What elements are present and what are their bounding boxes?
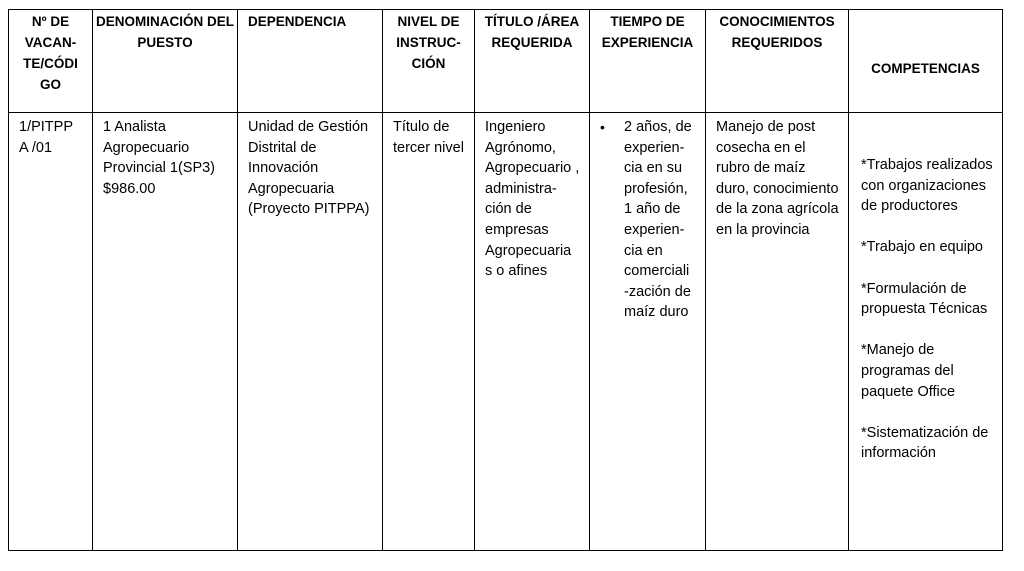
competencia-item: *Trabajo en equipo	[861, 239, 983, 256]
header-tiempo: TIEMPO DE EXPERIENCIA	[590, 10, 706, 113]
header-puesto: DENOMINACIÓN DEL PUESTO	[93, 10, 238, 113]
table-row	[9, 113, 1003, 551]
competencia-item: *Formulación de propuesta Técnicas	[861, 280, 988, 318]
cell-puesto	[93, 113, 238, 551]
tiempo-list	[600, 117, 697, 323]
header-codigo: Nº DE VACAN-TE/CÓDI GO	[9, 10, 93, 113]
cell-titulo	[475, 113, 590, 551]
tiempo-text: 2 años, de experien-cia en su profesión, 1 año de experien-cia en comerciali -zación de maíz duro	[624, 119, 692, 321]
cell-nivel	[383, 113, 475, 551]
conocimientos-text: Manejo de post cosecha en el rubro de maíz duro, conocimiento de la zona agrícola en la provincia	[716, 119, 839, 238]
nivel-text: Título de tercer nivel	[393, 119, 464, 156]
dependencia-text: Unidad de Gestión Distrital de Innovación Agropecuaria (Proyecto PITPPA)	[248, 119, 370, 218]
titulo-text: Ingeniero Agrónomo, Agropecuario , administra-ción de empresas Agropecuaria s o afines	[485, 119, 580, 280]
cell-tiempo	[590, 113, 706, 551]
cell-competencias	[849, 113, 1003, 551]
cell-conocimientos	[706, 113, 849, 551]
list-item	[600, 117, 697, 323]
vacancy-table	[8, 9, 1003, 551]
competencia-item: *Trabajos realizados con organizaciones de productores	[861, 157, 993, 215]
header-dependencia: DEPENDENCIA	[238, 10, 383, 113]
cell-dependencia	[238, 113, 383, 551]
competencia-item: *Sistematización de información	[861, 424, 989, 462]
competencia-item: *Manejo de programas del paquete Office	[861, 342, 956, 400]
header-nivel: NIVEL DE INSTRUC-CIÓN	[383, 10, 475, 113]
header-row	[9, 10, 1003, 113]
puesto-text: 1 Analista Agropecuario Provincial 1(SP3) $986.00	[103, 119, 216, 197]
bullet-icon: •	[600, 119, 605, 135]
header-conocimientos: CONOCIMIENTOS REQUERIDOS	[706, 10, 849, 113]
header-competencias: COMPETENCIAS	[849, 10, 1003, 113]
header-titulo: TÍTULO /ÁREA REQUERIDA	[475, 10, 590, 113]
codigo-text: 1/PITPP A /01	[19, 119, 73, 156]
cell-codigo	[9, 113, 93, 551]
